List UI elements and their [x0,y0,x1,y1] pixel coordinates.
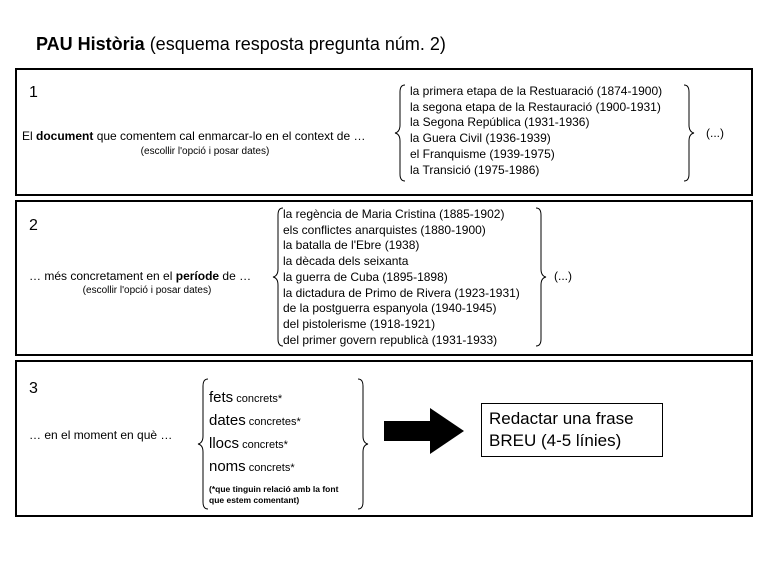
list-item: de la postguerra espanyola (1940-1945) [283,301,497,316]
section-2-lead: … més concretament en el període de … [29,269,252,283]
result-box [481,403,663,457]
title-rest: (esquema resposta pregunta núm. 2) [144,34,446,54]
list-item: la segona etapa de la Restauració (1900-1931) [410,99,661,114]
right-arrow-icon [384,408,466,454]
list-item: la Segona República (1931-1936) [410,115,590,130]
list-item: el Franquisme (1939-1975) [410,146,555,161]
section-1-options [410,84,662,178]
section-3-right-brace [357,378,369,510]
list-item: dates concretes* [209,412,301,429]
list-item: la guerra de Cuba (1895-1898) [283,269,448,284]
list-item: llocs concrets* [209,435,288,452]
section-2-ellipsis: (...) [554,269,572,283]
list-item: els conflictes anarquistes (1880-1900) [283,222,486,237]
section-3-note: (*que tinguin relació amb la font que estem comentant) [209,484,339,505]
section-1-lead: El document que comentem cal enmarcar-lo en el context de … [22,129,366,143]
list-item: la primera etapa de la Restuaració (1874-1900) [410,84,663,98]
section-1-instruction: (escollir l'opció i posar dates) [140,146,270,157]
section-1-ellipsis: (...) [706,126,724,140]
result-line-1: Redactar una frase [489,409,634,428]
list-item: la Transició (1975-1986) [410,162,540,177]
list-item: del primer govern republicà (1931-1933) [283,332,498,347]
section-2-instruction: (escollir l'opció i posar dates) [82,285,212,296]
section-3-number: 3 [29,380,38,397]
list-item: del pistolerisme (1918-1921) [283,316,436,331]
list-item: la batalla de l'Ebre (1938) [283,238,420,253]
list-item: noms concrets* [209,458,295,475]
section-3-lead: … en el moment en què … [29,428,173,442]
list-item: la Guera Civil (1936-1939) [410,131,551,146]
list-item: la dècada dels seixanta [283,254,409,269]
list-item: fets concrets* [209,389,283,406]
section-3-left-brace [197,378,209,510]
section-1-number: 1 [29,84,38,101]
title-bold: PAU Història [36,34,145,54]
result-line-2: BREU (4-5 línies) [489,431,622,450]
list-item: la regència de Maria Cristina (1885-1902) [283,207,505,221]
section-3-items [209,387,301,479]
section-2-options [283,207,520,348]
section-2-number: 2 [29,217,38,234]
page-title [36,34,446,55]
list-item: la dictadura de Primo de Rivera (1923-1931) [283,285,520,300]
section-2-right-brace [535,207,547,347]
section-1-left-brace [394,84,406,182]
section-1-right-brace [683,84,695,182]
